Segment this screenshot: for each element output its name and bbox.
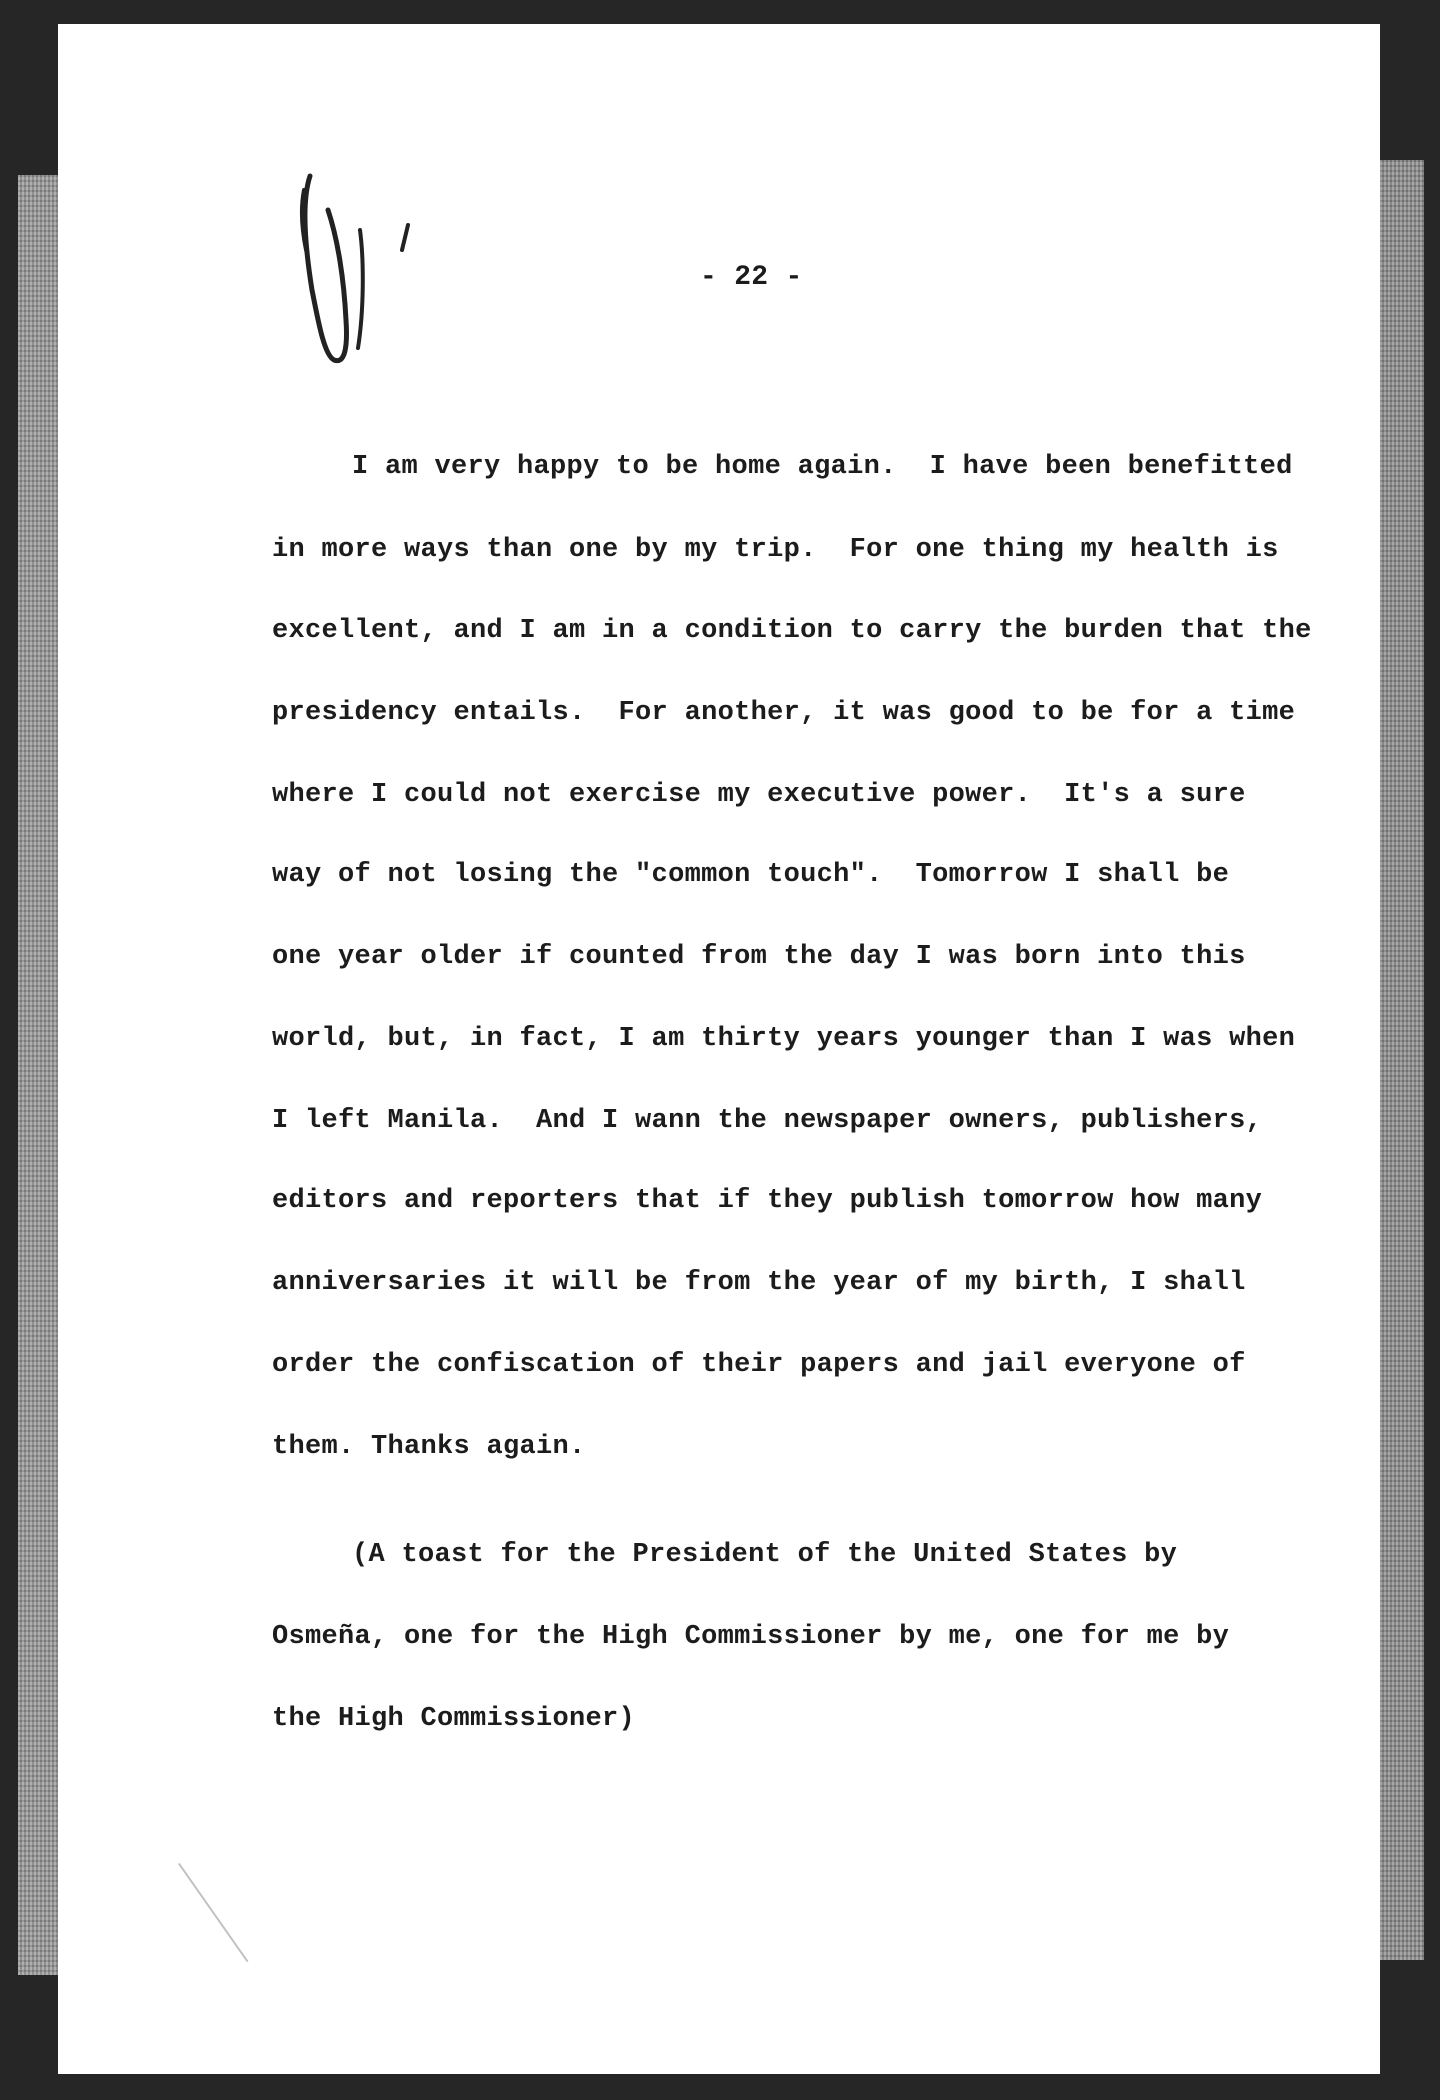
- paragraph-line: in more ways than one by my trip. For one thing my health is: [272, 535, 1279, 565]
- paragraph-line: presidency entails. For another, it was good to be for a time: [272, 698, 1296, 728]
- paragraph-line: order the confiscation of their papers and jail everyone of: [272, 1350, 1246, 1380]
- fold-line: [178, 1863, 248, 1962]
- paragraph-line: I left Manila. And I wann the newspaper owners, publishers,: [272, 1106, 1263, 1136]
- paragraph-line: I am very happy to be home again. I have been benefitted: [352, 452, 1293, 482]
- paragraph-line: excellent, and I am in a condition to carry the burden that the: [272, 616, 1312, 646]
- scan-margin-right: [1380, 160, 1424, 1960]
- page-number: - 22 -: [700, 262, 803, 293]
- paragraph-line: one year older if counted from the day I was born into this: [272, 942, 1246, 972]
- paragraph-line: anniversaries it will be from the year of my birth, I shall: [272, 1268, 1246, 1298]
- paragraph-line: world, but, in fact, I am thirty years younger than I was when: [272, 1024, 1296, 1054]
- paragraph-line: (A toast for the President of the United States by: [352, 1540, 1178, 1570]
- paragraph-line: way of not losing the "common touch". Tomorrow I shall be: [272, 860, 1230, 890]
- paragraph-line: the High Commissioner): [272, 1704, 636, 1734]
- paragraph-line: them. Thanks again.: [272, 1432, 586, 1462]
- paperclip-mark: [298, 170, 418, 370]
- paragraph-line: Osmeña, one for the High Commissioner by me, one for me by: [272, 1622, 1230, 1652]
- paragraph-line: editors and reporters that if they publish tomorrow how many: [272, 1186, 1263, 1216]
- paragraph-line: where I could not exercise my executive power. It's a sure: [272, 780, 1246, 810]
